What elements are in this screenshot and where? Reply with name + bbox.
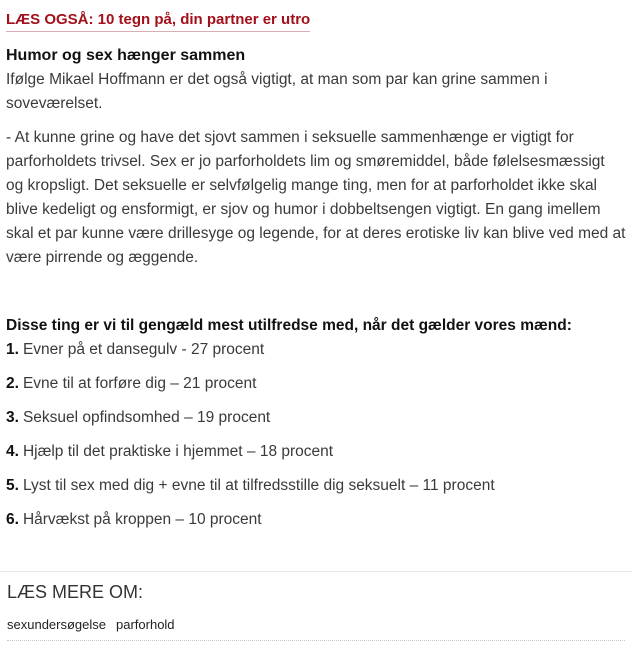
tag-list — [7, 616, 625, 641]
list-item: 4. Hjælp til det praktiske i hjemmet – 18 procent — [6, 443, 334, 460]
list-item: 2. Evne til at forføre dig – 21 procent — [6, 375, 257, 392]
list-item: 1. Evner på et dansegulv - 27 procent — [6, 341, 265, 358]
list-item: 6. Hårvækst på kroppen – 10 procent — [6, 511, 262, 528]
list-item: 5. Lyst til sex med dig + evne til at tilfredsstille dig seksuelt – 11 procent — [6, 477, 495, 494]
intro-paragraph: Ifølge Mikael Hoffmann er det også vigtigt, at man som par kan grine sammen i soveværelset. — [6, 71, 548, 112]
list-title: Disse ting er vi til gengæld mest utilfredse med, når det gælder vores mænd: — [6, 317, 572, 334]
quote-paragraph: - At kunne grine og have det sjovt sammen i seksuelle sammenhænge er vigtigt for parforholdets trivsel. Sex er jo parforholdets lim og smøremiddel, både følelsesmæssigt og kropsligt. Det seksuelle er selvfølgelig mange ting, men for at parforholdet ikke skal blive kedeligt og ensformigt, er sjov og humor i dobbeltsengen vigtigt. En gang imellem skal et par kunne være drillesyge og legende, for at deres erotiske liv kan blive ved med at være pirrende og æggende. — [6, 129, 626, 266]
list-item: 3. Seksuel opfindsomhed – 19 procent — [6, 409, 271, 426]
section-heading: Humor og sex hænger sammen — [6, 47, 246, 64]
read-more-title: LÆS MERE OM: — [7, 582, 144, 602]
tag-link-parforhold[interactable]: parforhold — [116, 617, 175, 632]
read-also-link[interactable]: LÆS OGSÅ: 10 tegn på, din partner er utro — [6, 9, 310, 32]
dissatisfaction-list — [6, 338, 626, 532]
tag-link-sexundersoegelse[interactable]: sexundersøgelse — [7, 617, 106, 632]
read-more-section — [0, 571, 632, 641]
